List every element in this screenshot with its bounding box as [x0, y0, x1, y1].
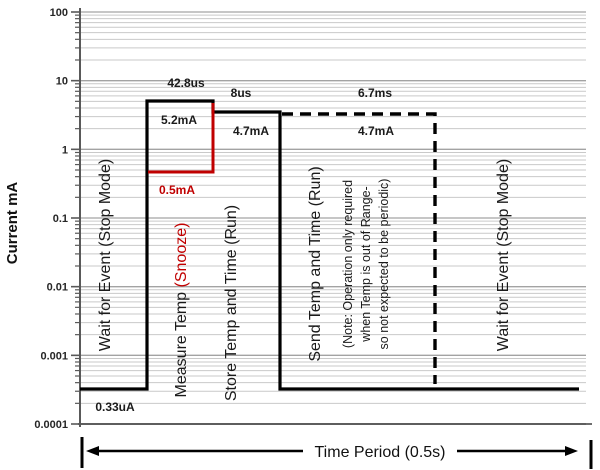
phase-wait-right-text: Wait for Event (Stop Mode)	[495, 158, 512, 352]
phase-wait-left-text: Wait for Event (Stop Mode)	[97, 158, 114, 352]
phase-send-note-3-text: so not expected to be periodic)	[377, 178, 391, 350]
phase-send-note-2-text: when Temp is out of Range-	[359, 186, 373, 342]
y-axis-title: Current mA	[4, 181, 21, 265]
phase-send-note-1	[341, 180, 355, 348]
y-tick-label: 100	[49, 7, 68, 19]
annotation-duration-measure: 42.8us	[167, 76, 205, 90]
phase-measure	[173, 223, 190, 398]
phase-send-note-3	[377, 179, 391, 350]
annotation-current-peak: 5.2mA	[160, 113, 198, 127]
annotation-duration-send: 6.7ms	[357, 86, 393, 100]
y-tick-label: 0.01	[46, 281, 68, 294]
annotation-duration-store: 8us	[230, 86, 252, 100]
phase-store	[223, 205, 240, 401]
annotation-current-store: 4.7mA	[232, 124, 270, 138]
phase-send-text: Send Temp and Time (Run)	[307, 166, 324, 362]
period-label: Time Period (0.5s)	[314, 444, 446, 461]
y-tick-label: 0.0001	[34, 419, 68, 431]
period-arrowhead-left	[86, 446, 99, 456]
phase-wait-right	[495, 159, 512, 351]
phase-wait-left	[97, 159, 114, 351]
y-tick-label: 1	[61, 144, 68, 157]
y-tick-label: 10	[55, 75, 68, 88]
phase-measure-text: Measure Temp	[173, 287, 190, 398]
y-tick-label: 0.1	[52, 213, 68, 225]
phase-measure-text: (Snooze)	[173, 222, 190, 288]
annotation-current-send: 4.7mA	[357, 124, 395, 138]
phase-send-note-2	[359, 186, 373, 342]
period-arrowhead-right	[565, 446, 578, 456]
phase-store-text: Store Temp and Time (Run)	[223, 204, 240, 402]
phase-send	[307, 166, 324, 361]
phase-send-note-1-text: (Note: Operation only required	[341, 179, 355, 349]
annotation-current-snooze: 0.5mA	[158, 183, 196, 197]
time-period-annotation	[82, 437, 591, 469]
y-tick-label: 0.001	[40, 350, 68, 363]
annotation-current-stop: 0.33uA	[95, 400, 135, 414]
